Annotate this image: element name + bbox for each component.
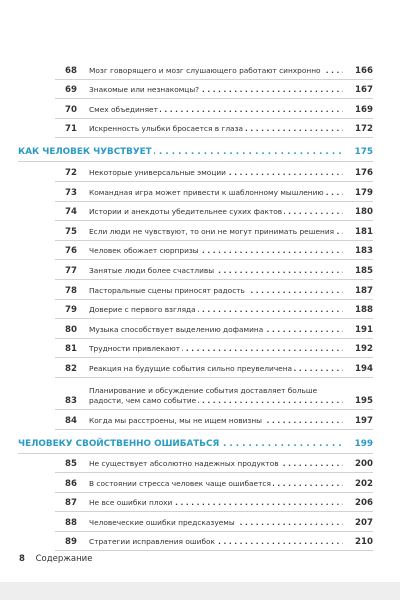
entry-title: Трудности привлекают bbox=[89, 344, 181, 354]
entry-number: 75 bbox=[65, 226, 77, 237]
entry-number: 69 bbox=[65, 85, 77, 96]
entry-number: 89 bbox=[65, 537, 77, 548]
toc-entry[interactable] bbox=[55, 119, 373, 139]
toc-group-2 bbox=[55, 162, 373, 429]
toc-group-1 bbox=[55, 60, 373, 138]
toc-entry[interactable] bbox=[55, 202, 373, 222]
toc-entry[interactable] bbox=[55, 221, 373, 241]
toc-entry[interactable] bbox=[55, 241, 373, 261]
entry-number: 76 bbox=[65, 246, 77, 257]
section-page: 175 bbox=[343, 147, 373, 157]
toc-entry[interactable] bbox=[55, 378, 373, 410]
toc-entry[interactable] bbox=[55, 410, 373, 430]
entry-page: 200 bbox=[343, 459, 373, 469]
entry-title: Смех объединяет bbox=[89, 104, 158, 114]
entry-title: Человеческие ошибки предсказуемы bbox=[89, 517, 235, 527]
entry-number: 78 bbox=[65, 285, 77, 296]
entry-page: 197 bbox=[343, 416, 373, 426]
entry-number: 74 bbox=[65, 207, 77, 218]
entry-number: 80 bbox=[65, 324, 77, 335]
toc-section-heading[interactable] bbox=[18, 138, 373, 162]
toc-entry[interactable] bbox=[55, 358, 373, 378]
entry-title: Мозг говорящего и мозг слушающего работают синхронно bbox=[89, 65, 321, 75]
entry-page: 167 bbox=[343, 85, 373, 95]
entry-page: 183 bbox=[343, 246, 373, 256]
section-title: ЧЕЛОВЕКУ СВОЙСТВЕННО ОШИБАТЬСЯ bbox=[18, 438, 220, 449]
entry-title: Некоторые универсальные эмоции bbox=[89, 167, 226, 177]
toc-entry[interactable] bbox=[55, 339, 373, 359]
entry-page: 188 bbox=[343, 305, 373, 315]
entry-number: 70 bbox=[65, 104, 77, 115]
page-footer bbox=[19, 554, 92, 564]
section-page: 199 bbox=[343, 439, 373, 449]
toc-entry[interactable] bbox=[55, 99, 373, 119]
entry-title: Занятые люди более счастливы bbox=[89, 265, 215, 275]
entry-title: Пасторальные сцены приносят радость bbox=[89, 285, 245, 295]
entry-page: 187 bbox=[343, 286, 373, 296]
page-bottom-band bbox=[0, 582, 400, 600]
section-title: КАК ЧЕЛОВЕК ЧУВСТВУЕТ bbox=[18, 147, 152, 158]
entry-page: 169 bbox=[343, 105, 373, 115]
entry-title: Музыка способствует выделению дофамина bbox=[89, 324, 264, 334]
entry-number: 84 bbox=[65, 415, 77, 426]
entry-title: Знакомые или незнакомцы? bbox=[89, 85, 200, 95]
toc-entry[interactable] bbox=[55, 300, 373, 320]
entry-title: Планирование и обсуждение события доставляет больше радости, чем само событие bbox=[89, 385, 318, 405]
toc-entry[interactable] bbox=[55, 80, 373, 100]
entry-number: 87 bbox=[65, 498, 77, 509]
entry-page: 194 bbox=[343, 364, 373, 374]
toc-entry[interactable] bbox=[55, 60, 373, 80]
entry-page: 207 bbox=[343, 518, 373, 528]
toc-entry[interactable] bbox=[55, 532, 373, 552]
entry-page: 195 bbox=[343, 396, 373, 406]
toc-entry[interactable] bbox=[55, 162, 373, 182]
entry-page: 172 bbox=[343, 124, 373, 134]
table-of-contents bbox=[18, 60, 373, 551]
entry-number: 88 bbox=[65, 517, 77, 528]
entry-page: 192 bbox=[343, 344, 373, 354]
entry-number: 71 bbox=[65, 124, 77, 135]
entry-title: Искренность улыбки бросается в глаза bbox=[89, 124, 244, 134]
entry-title: Человек обожает сюрпризы bbox=[89, 246, 199, 256]
entry-page: 179 bbox=[343, 188, 373, 198]
toc-entry[interactable] bbox=[55, 473, 373, 493]
footer-page-number: 8 bbox=[19, 554, 25, 564]
footer-label: Содержание bbox=[35, 554, 93, 564]
entry-page: 191 bbox=[343, 325, 373, 335]
entry-title: Когда мы расстроены, мы не ищем новизны bbox=[89, 415, 263, 425]
entry-number: 73 bbox=[65, 187, 77, 198]
entry-number: 72 bbox=[65, 167, 77, 178]
entry-page: 181 bbox=[343, 227, 373, 237]
entry-page: 210 bbox=[343, 537, 373, 547]
entry-title: Истории и анекдоты убедительнее сухих фактов bbox=[89, 207, 283, 217]
entry-title: Если люди не чувствуют, то они не могут принимать решения bbox=[89, 226, 335, 236]
entry-title: Доверие с первого взгляда bbox=[89, 305, 196, 315]
entry-page: 176 bbox=[343, 168, 373, 178]
toc-entry[interactable] bbox=[55, 493, 373, 513]
entry-title: Не существует абсолютно надежных продуктов bbox=[89, 459, 279, 469]
toc-entry[interactable] bbox=[55, 280, 373, 300]
toc-entry[interactable] bbox=[55, 319, 373, 339]
toc-entry[interactable] bbox=[55, 260, 373, 280]
entry-number: 68 bbox=[65, 65, 77, 76]
entry-title: Стратегии исправления ошибок bbox=[89, 537, 215, 547]
entry-title: В состоянии стресса человек чаще ошибается bbox=[89, 478, 271, 488]
entry-number: 83 bbox=[65, 395, 77, 406]
entry-page: 206 bbox=[343, 498, 373, 508]
entry-number: 77 bbox=[65, 265, 77, 276]
entry-number: 86 bbox=[65, 478, 77, 489]
entry-number: 85 bbox=[65, 459, 77, 470]
toc-group-3 bbox=[55, 454, 373, 552]
entry-title: Командная игра может привести к шаблонному мышлению bbox=[89, 187, 324, 197]
toc-section-heading[interactable] bbox=[18, 430, 373, 454]
entry-number: 79 bbox=[65, 305, 77, 316]
entry-title: Реакция на будущие события сильно преувеличена bbox=[89, 363, 293, 373]
entry-page: 202 bbox=[343, 479, 373, 489]
toc-entry[interactable] bbox=[55, 182, 373, 202]
entry-page: 185 bbox=[343, 266, 373, 276]
entry-number: 82 bbox=[65, 363, 77, 374]
entry-title: Не все ошибки плохи bbox=[89, 498, 173, 508]
toc-entry[interactable] bbox=[55, 512, 373, 532]
entry-page: 166 bbox=[343, 66, 373, 76]
toc-entry[interactable] bbox=[55, 454, 373, 474]
entry-number: 81 bbox=[65, 344, 77, 355]
entry-page: 180 bbox=[343, 207, 373, 217]
